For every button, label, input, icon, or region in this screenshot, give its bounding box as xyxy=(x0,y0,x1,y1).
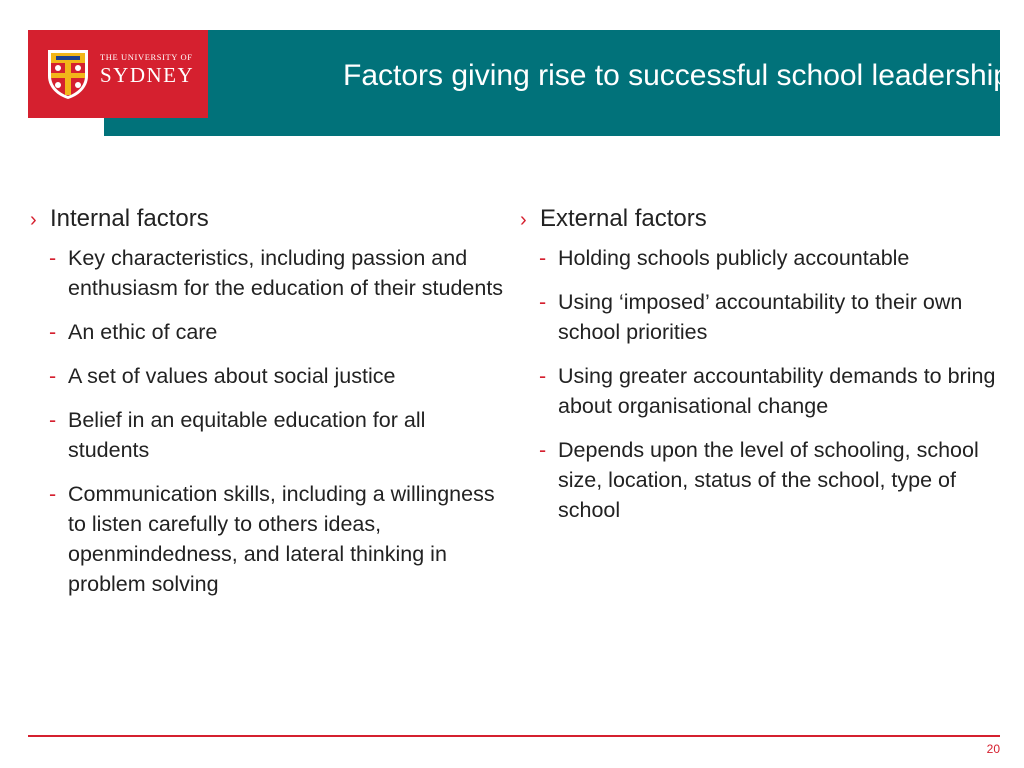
heading-text: External factors xyxy=(540,205,707,232)
list-item-text: Holding schools publicly accountable xyxy=(558,246,910,270)
list-item xyxy=(49,405,506,465)
university-crest-icon xyxy=(46,48,90,100)
footer-divider xyxy=(28,735,1000,737)
list-item-text: Communication skills, including a willingness to listen carefully to others ideas, openmindedness, and lateral thinking in problem solving xyxy=(68,482,495,596)
internal-factors-list xyxy=(49,243,506,599)
slide-title: Factors giving rise to successful school leadership xyxy=(343,59,1010,92)
logo-small-text: THE UNIVERSITY OF xyxy=(100,52,193,62)
list-item-text: Using ‘imposed’ accountability to their own school priorities xyxy=(558,290,963,344)
heading-text: Internal factors xyxy=(50,205,209,232)
dash-bullet: - xyxy=(539,364,547,388)
internal-factors-column xyxy=(30,204,506,613)
list-item-text: Depends upon the level of schooling, school size, location, status of the school, type of school xyxy=(558,438,979,522)
dash-bullet: - xyxy=(539,290,547,314)
external-factors-list xyxy=(539,243,996,525)
list-item xyxy=(49,479,506,599)
university-logo xyxy=(28,30,208,118)
dash-bullet: - xyxy=(49,408,57,432)
list-item xyxy=(49,317,506,347)
dash-bullet: - xyxy=(49,246,57,270)
list-item-text: Using greater accountability demands to bring about organisational change xyxy=(558,364,996,418)
list-item xyxy=(539,435,996,525)
logo-wordmark xyxy=(100,52,194,87)
chevron-bullet-icon: › xyxy=(520,209,527,231)
dash-bullet: - xyxy=(49,320,57,344)
logo-large-text: SYDNEY xyxy=(100,63,195,87)
list-item-text: An ethic of care xyxy=(68,320,218,344)
list-item-text: A set of values about social justice xyxy=(68,364,396,388)
list-item xyxy=(539,287,996,347)
internal-factors-heading xyxy=(30,204,506,235)
list-item xyxy=(539,361,996,421)
list-item-text: Key characteristics, including passion and enthusiasm for the education of their students xyxy=(68,246,504,300)
list-item xyxy=(49,243,506,303)
external-factors-column xyxy=(520,204,996,539)
dash-bullet: - xyxy=(539,438,547,462)
list-item xyxy=(539,243,996,273)
chevron-bullet-icon: › xyxy=(30,209,37,231)
dash-bullet: - xyxy=(539,246,547,270)
external-factors-heading xyxy=(520,204,996,235)
page-number: 20 xyxy=(986,742,1000,756)
dash-bullet: - xyxy=(49,364,57,388)
list-item xyxy=(49,361,506,391)
list-item-text: Belief in an equitable education for all students xyxy=(68,408,426,462)
dash-bullet: - xyxy=(49,482,57,506)
